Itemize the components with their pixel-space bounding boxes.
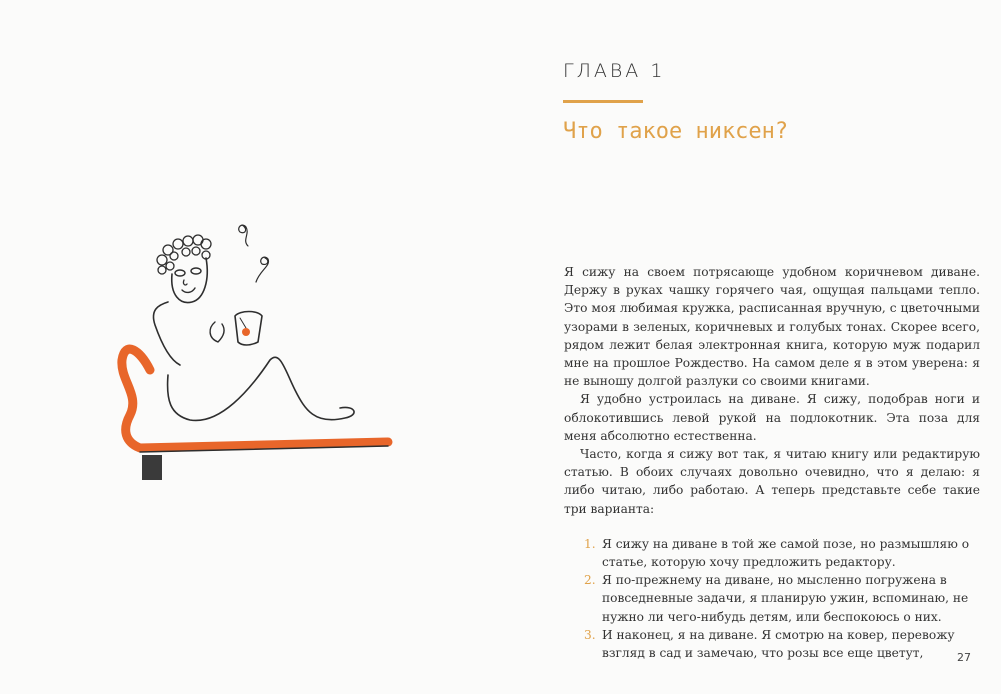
- list-text: Я сижу на диване в той же самой позе, но размышляю о статье, которую хочу предложить редактору.: [602, 536, 970, 570]
- illustration-woman-on-sofa: [100, 210, 400, 490]
- page-number: 27: [957, 651, 971, 664]
- paragraph: Часто, когда я сижу вот так, я читаю книгу или редактирую статью. В обоих случаях довольно очевидно, что я делаю: я либо читаю, либо работаю. А теперь представьте себе такие три варианта:: [564, 447, 980, 516]
- list-text: Я по-прежнему на диване, но мысленно погружена в повседневные задачи, я планирую ужин, вспоминаю, не нужно ли чего-нибудь детям, или беспокоюсь о них.: [602, 573, 969, 624]
- chapter-divider: [563, 100, 643, 103]
- paragraph: Я сижу на своем потрясающе удобном коричневом диване. Держу в руках чашку горячего чая, ощущая пальцами тепло. Это моя любимая кружка, расписанная вручную, с цветочными узорами в зеленых, коричневых и голубых тонах. Скорее всего, рядом лежит белая электронная книга, которую муж подарил мне на прошлое Рождество. На самом деле я в этом уверена: я не выношу долгой разлуки со своими книгами.: [564, 265, 980, 389]
- body-text: [564, 263, 980, 662]
- list-item: [564, 571, 980, 626]
- list-item: [564, 535, 980, 571]
- list-number: 1.: [584, 536, 596, 551]
- sofa-icon: [122, 349, 388, 448]
- sofa-leg: [142, 455, 162, 480]
- list-number: 2.: [584, 573, 596, 588]
- chapter-title: Что такое никсен?: [563, 119, 789, 144]
- tea-cup-icon: [235, 312, 262, 346]
- paragraph: Я удобно устроилась на диване. Я сижу, подобрав ноги и облокотившись левой рукой на подлокотник. Эта поза для меня абсолютно естественна.: [564, 392, 980, 443]
- list-text: И наконец, я на диване. Я смотрю на ковер, перевожу взгляд в сад и замечаю, что розы все еще цветут,: [602, 627, 955, 661]
- numbered-list: [564, 535, 980, 662]
- chapter-label: ГЛАВА 1: [563, 60, 666, 82]
- list-item: [564, 626, 980, 662]
- list-number: 3.: [584, 627, 596, 642]
